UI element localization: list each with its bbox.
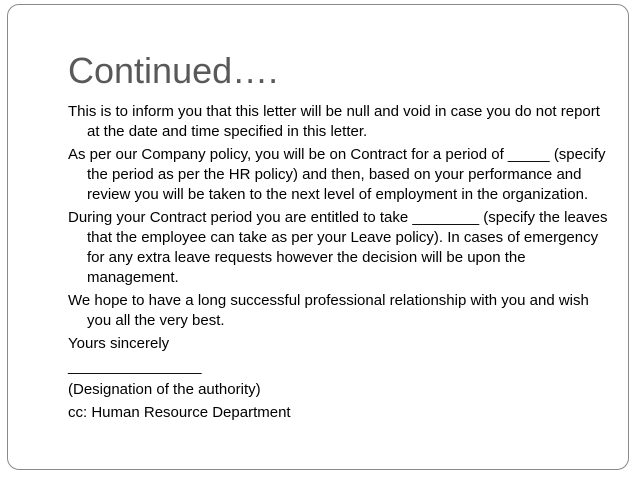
- slide-title: Continued….: [68, 50, 279, 91]
- letter-body: [68, 102, 608, 426]
- paragraph-closing-wishes: We hope to have a long successful professional relationship with you and wish you all the very best.: [68, 292, 589, 329]
- designation-placeholder: (Designation of the authority): [68, 381, 261, 398]
- cc-line: cc: Human Resource Department: [68, 404, 291, 421]
- closing-salutation: Yours sincerely: [68, 335, 170, 352]
- signature-line: ________________: [68, 358, 202, 375]
- paragraph-validity: This is to inform you that this letter will be null and void in case you do not report at the date and time specified in this letter.: [68, 103, 600, 140]
- paragraph-contract-period: As per our Company policy, you will be on Contract for a period of _____ (specify the period as per the HR policy) and then, based on your performance and review you will be taken to the next level of employment in the organization.: [68, 146, 606, 203]
- paragraph-leave-entitlement: During your Contract period you are entitled to take ________ (specify the leaves that the employee can take as per your Leave policy). In cases of emergency for any extra leave requests however the decision will be upon the management.: [68, 209, 608, 286]
